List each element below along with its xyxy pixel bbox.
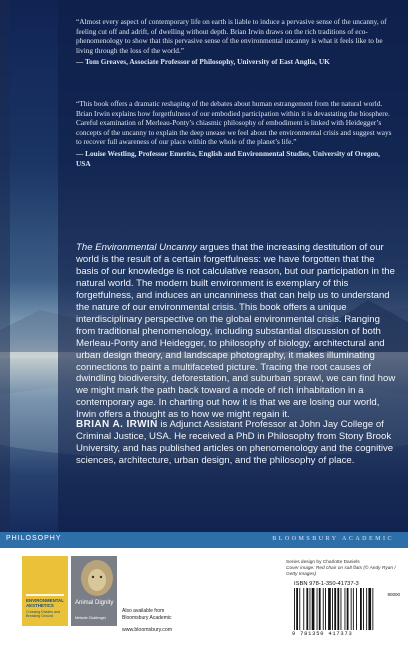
series-design-credit: Series design by Charlotte Daniels bbox=[286, 560, 360, 565]
author-bio-text: is Adjunct Assistant Professor at John Jay College of Criminal Justice, USA. He received a PhD in Philosophy from Stony Brook University, and has published articles on phenomenology and the cognitive sciences, architecture, urban design, and the philosophy of place. bbox=[76, 419, 394, 466]
related-book-cover bbox=[22, 556, 68, 626]
endorsement-quote-text: “This book offers a dramatic reshaping of the debates about human estrangement from the natural world. Brian Irwin explains how forgetfulness of our embodied participation within it is devastating the biosphere. Careful examination of Merleau-Ponty’s chiasmic philosophy of embodiment is linked with Heidegger’s concepts of the uncanny to explain the deep unease we feel about the environmental crisis and suggest ways to recover full awareness of our place within the whole of the planet’s life.” bbox=[76, 99, 392, 147]
endorsement-attribution: — Tom Greaves, Associate Professor of Philosophy, University of East Anglia, UK bbox=[76, 57, 330, 67]
book-description-text: argues that the increasing destitution of our world is the result of a certain forgetfulness: we have forgotten that the basis of our knowledge is not calculative reason, but our participation in the natural world. The modern built environment is exemplary of this forgetfulness, and induces an uncanniness that can help us to understand the nature of our environmental crisis. This book offers a unique interdisciplinary perspective on the global environmental crisis. Ranging from traditional phenomenology, including substantial discussion of both Merleau-Ponty and Heidegger, to philosophy of biology, architectural and urban design theory, and landscape photography, it makes illuminating connections to paint a multifaceted picture. Tracing the root causes of dwindling biodiversity, deforestation, and suburban sprawl, we can find how we might mark the path back toward a mode of rich inhabitation in a contemporary age. In charting out how it is that we are losing our world, Irwin offers a thought as to how we might regain it. bbox=[76, 242, 396, 421]
lion-image bbox=[71, 556, 117, 596]
author-name: BRIAN A. IRWIN bbox=[76, 419, 158, 430]
subject-bar bbox=[0, 532, 408, 548]
spine-edge bbox=[0, 0, 10, 540]
endorsement-attribution: — Louise Westling, Professor Emerita, English and Environmental Studies, University of Oregon, USA bbox=[76, 148, 380, 168]
related-book-cover bbox=[71, 556, 117, 626]
cover-image-credit: Cover image: Red chair on salt flats (© Andy Ryan / Getty Images) bbox=[286, 566, 396, 577]
related-book-subtitle: Melanie Challenger bbox=[75, 616, 106, 620]
price-code: 90000 bbox=[387, 592, 400, 597]
isbn-number: ISBN 978-1-350-41737-3 bbox=[294, 581, 359, 587]
book-description bbox=[76, 242, 398, 421]
related-book-title: ENVIRONMENTAL AESTHETICS bbox=[26, 598, 64, 608]
author-bio bbox=[76, 419, 396, 467]
publisher-website: www.bloomsbury.com bbox=[122, 627, 173, 633]
barcode-block bbox=[248, 580, 404, 642]
book-title-italic: The Environmental Uncanny bbox=[76, 242, 198, 253]
endorsement-quote-text: “Almost every aspect of contemporary life on earth is liable to induce a pervasive sense of the uncanny, of feeling cut off and adrift, of dwelling without depth. Brian Irwin draws on the rich traditions of eco-phenomenology to show that this pervasive sense of the environmental uncanny is what it feels like to be living through the loss of the world.” bbox=[76, 17, 387, 55]
publisher-name: BLOOMSBURY ACADEMIC bbox=[272, 535, 394, 542]
related-book-title: Animal Dignity bbox=[75, 600, 114, 606]
ean-digits: 9 781350 417373 bbox=[292, 631, 353, 637]
related-book-subtitle: Crossing Divides and Breaking Ground bbox=[26, 610, 60, 619]
barcode-icon bbox=[292, 588, 404, 630]
design-credits bbox=[286, 560, 408, 578]
endorsement-quote bbox=[76, 99, 394, 168]
also-available-note: Also available from Bloomsbury Academic bbox=[122, 608, 172, 621]
subject-label: PHILOSOPHY bbox=[6, 535, 62, 542]
endorsement-quote bbox=[76, 17, 394, 67]
back-cover-footer bbox=[0, 532, 408, 648]
